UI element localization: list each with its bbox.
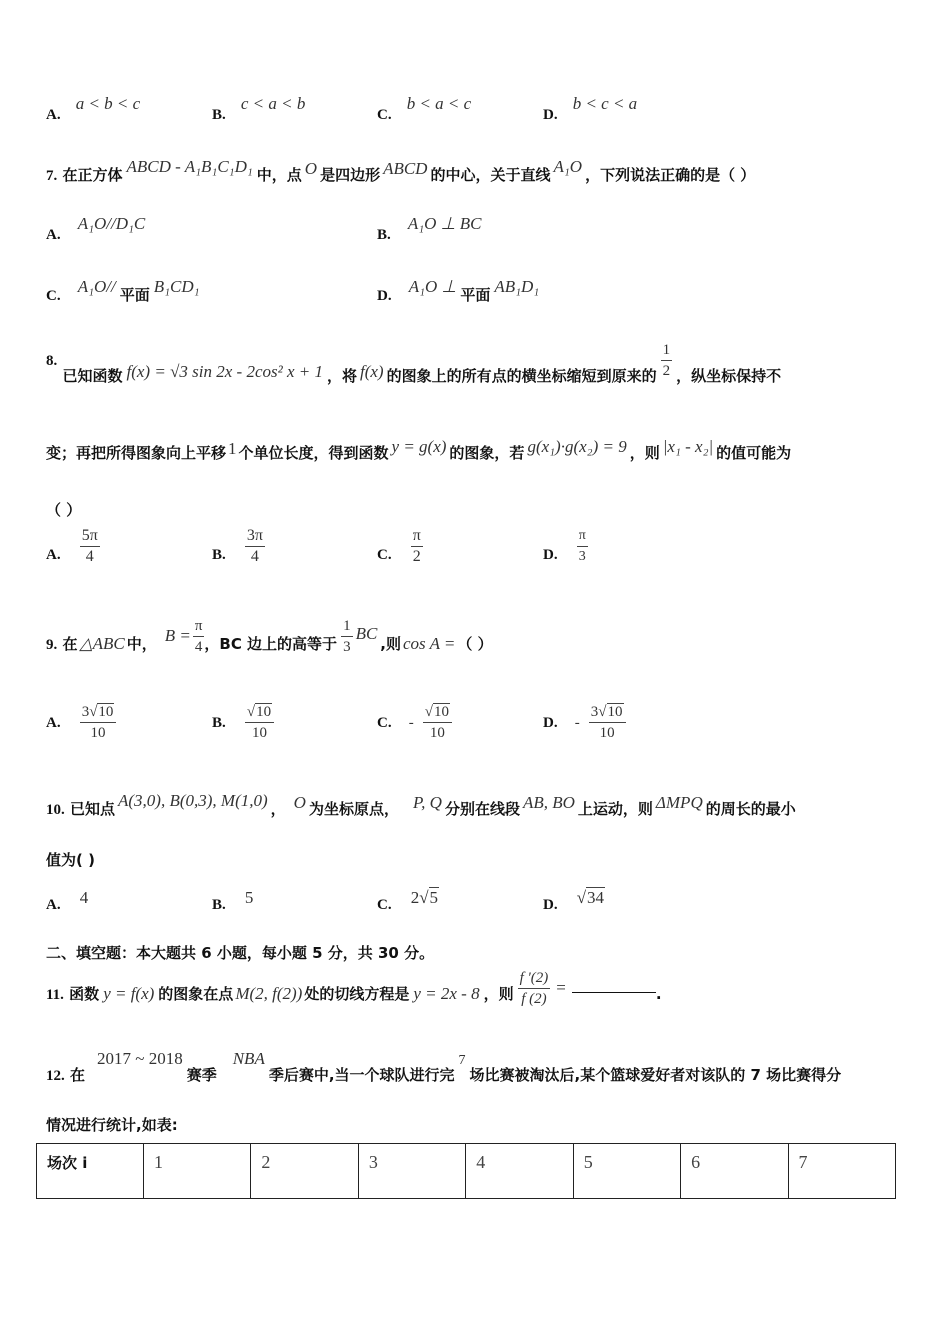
stem-text: 中，: [126, 635, 157, 653]
stem-text: 函数: [69, 985, 100, 1003]
stem-math: y = 2x - 8: [413, 984, 480, 1003]
coef: 3: [81, 704, 90, 720]
stem-text: ，纵坐标保持不: [676, 367, 782, 385]
coef: 2: [410, 888, 420, 907]
stem-math: 1: [228, 439, 237, 458]
stem-text: 的图象在点: [158, 985, 234, 1003]
table-cell: 2: [251, 1144, 358, 1199]
stem-text: 场比赛被淘汰后,某个篮球爱好者对该队的 7 场比赛得分: [469, 1066, 842, 1084]
q9-option-d: [543, 702, 626, 743]
stem-text: ，将: [326, 367, 357, 385]
stem-text: 个单位长度，得到函数: [238, 444, 389, 462]
option-label: D.: [377, 288, 392, 304]
q8-option-d: [543, 528, 588, 575]
option-label: D.: [543, 107, 558, 123]
frac-num: √10: [245, 702, 274, 723]
option-text: 平面: [460, 286, 491, 304]
stem-math: 7: [458, 1053, 466, 1068]
fraction: [577, 526, 588, 567]
fraction: [193, 616, 205, 657]
stem-math: M(2, f(2)): [235, 984, 303, 1003]
sign: -: [408, 715, 414, 731]
frac-den: 4: [250, 548, 259, 565]
question-10-stem-line2: 值为( ): [46, 851, 95, 869]
stem-math: B =: [164, 626, 191, 645]
stem-text: .: [655, 985, 662, 1003]
stem-math: y = g(x): [391, 437, 447, 456]
q7-option-c: [46, 277, 200, 305]
sign: -: [574, 715, 580, 731]
radicand: 34: [587, 888, 605, 907]
table-cell: 5: [573, 1144, 680, 1199]
stem-text: （ ）: [457, 635, 493, 653]
stem-text: 在: [62, 635, 78, 653]
stem-math: A₁O: [553, 157, 583, 176]
frac-den: 10: [251, 725, 267, 741]
question-12-stem: [46, 1048, 842, 1084]
radicand: 10: [98, 704, 114, 720]
stem-math: ABCD: [383, 159, 428, 178]
stem-math: g(x₁)·g(x₂) = 9: [527, 437, 627, 456]
stem-text: 处的切线方程是: [304, 985, 410, 1003]
option-math: A₁O//: [77, 277, 116, 296]
option-label: C.: [46, 288, 61, 304]
stem-text: 的周长的最小: [705, 800, 796, 818]
option-label: B.: [377, 227, 391, 243]
stem-math: f(x): [359, 362, 384, 381]
fraction: [245, 702, 274, 743]
stem-text: 的中心，关于直线: [430, 166, 551, 184]
stem-math: A(3,0), B(0,3), M(1,0): [118, 791, 268, 810]
fraction: [80, 702, 117, 743]
stem-text: ,则: [380, 635, 401, 653]
option-math: c < a < b: [240, 94, 306, 113]
stem-text: ，下列说法正确的是（ ）: [585, 166, 756, 184]
frac-num: π: [411, 526, 423, 547]
option-value: 5: [244, 888, 254, 907]
stem-math: AB, BO: [522, 793, 575, 812]
stem-math: y = f(x): [103, 984, 155, 1003]
q7-option-a: [46, 214, 146, 244]
q7-option-b: [377, 214, 482, 244]
q6-option-a: [46, 94, 141, 124]
question-number: 7.: [46, 168, 58, 184]
q8-option-b: [212, 527, 265, 575]
stem-text: 已知点: [69, 800, 115, 818]
stem-text: 在: [69, 1066, 85, 1084]
option-label: C.: [377, 897, 392, 913]
frac-num: f '(2): [518, 968, 551, 989]
stem-math: |x₁ - x₂|: [662, 437, 714, 456]
option-math: b < a < c: [406, 94, 472, 113]
radicand: 10: [256, 704, 272, 720]
q10-option-b: [212, 888, 254, 914]
stem-text: 已知函数: [62, 367, 123, 385]
frac-den: 4: [194, 639, 203, 655]
q10-option-d: [543, 888, 605, 914]
score-table: [36, 1143, 896, 1199]
stem-text: 为坐标原点，: [308, 800, 399, 818]
stem-math: O: [304, 159, 318, 178]
option-label: D.: [543, 547, 558, 563]
table-cell: 3: [358, 1144, 465, 1199]
stem-math: O: [293, 793, 306, 812]
q6-option-b: [212, 94, 306, 124]
table-row: [37, 1144, 896, 1199]
fraction: [341, 616, 353, 657]
answer-blank[interactable]: [572, 992, 656, 993]
stem-math: △ABC: [79, 634, 125, 653]
frac-num: 1: [661, 340, 673, 361]
option-math: AB₁D₁: [494, 277, 540, 296]
question-number: 8.: [46, 353, 58, 369]
q9-option-b: [212, 702, 274, 743]
table-cell: 6: [681, 1144, 788, 1199]
frac-num: 5π: [80, 526, 100, 547]
stem-text: 变；再把所得图象向上平移: [46, 444, 227, 462]
stem-text: 分别在线段: [444, 800, 520, 818]
stem-math: P, Q: [412, 793, 442, 812]
q10-option-a: [46, 888, 89, 914]
question-12-stem-line2: 情况进行统计,如表:: [46, 1116, 178, 1134]
frac-den: 2: [662, 363, 671, 379]
option-label: C.: [377, 547, 392, 563]
q10-option-c: [377, 888, 439, 914]
stem-math: f(x) = √3 sin 2x - 2cos² x + 1: [126, 362, 323, 381]
table-cell: 1: [144, 1144, 251, 1199]
stem-text: 的图象上的所有点的横坐标缩短到原来的: [386, 367, 657, 385]
option-math: a < b < c: [75, 94, 141, 113]
frac-num: π: [577, 526, 588, 547]
fraction: [80, 526, 100, 567]
option-label: C.: [377, 715, 392, 731]
question-10-stem: [46, 791, 796, 819]
frac-den: 3: [578, 549, 586, 564]
question-number: 10.: [46, 802, 65, 818]
stem-math: ΔMPQ: [655, 793, 703, 812]
option-label: D.: [543, 715, 558, 731]
question-number: 9.: [46, 637, 58, 653]
fraction: [518, 968, 551, 1009]
option-label: A.: [46, 715, 61, 731]
radicand: 5: [429, 888, 439, 907]
equals-sign: =: [556, 978, 566, 997]
stem-text: ，则: [629, 444, 660, 462]
stem-text: 中，点: [256, 166, 302, 184]
frac-den: 4: [85, 548, 94, 565]
q9-option-c: [377, 702, 452, 743]
stem-text: ，BC 边上的高等于: [204, 635, 338, 653]
option-label: B.: [212, 715, 226, 731]
option-math: b < c < a: [572, 94, 638, 113]
option-label: C.: [377, 107, 392, 123]
stem-text: 是四边形: [320, 166, 381, 184]
frac-num: 1: [341, 616, 353, 637]
stem-text: ，: [270, 800, 286, 818]
stem-math: cos A =: [403, 634, 456, 653]
option-label: B.: [212, 897, 226, 913]
radicand: 10: [434, 704, 450, 720]
option-label: A.: [46, 547, 61, 563]
fraction: [589, 702, 626, 743]
frac-num: π: [193, 616, 205, 637]
option-math: A₁O//D₁C: [77, 214, 146, 233]
table-cell: 7: [788, 1144, 895, 1199]
q6-option-c: [377, 94, 472, 124]
q8-option-a: [46, 527, 100, 575]
option-label: B.: [212, 547, 226, 563]
frac-num: 3√10: [80, 702, 117, 723]
option-value: 4: [79, 888, 89, 907]
question-11-stem: [46, 968, 662, 1009]
frac-den: 10: [599, 725, 615, 741]
frac-num: √10: [423, 702, 452, 723]
frac-den: 3: [343, 639, 351, 655]
q7-option-d: [377, 277, 540, 305]
stem-math: 2017 ~ 2018: [97, 1049, 183, 1068]
coef: 3: [590, 704, 599, 720]
question-9-stem: [46, 620, 493, 661]
q6-option-d: [543, 94, 638, 124]
stem-math: BC: [355, 624, 378, 643]
fraction: [245, 526, 265, 567]
fraction: [411, 526, 423, 567]
option-value: 2√5: [410, 888, 439, 907]
question-8-stem-line1: [46, 340, 782, 385]
stem-text: ，则: [483, 985, 514, 1003]
frac-den: 2: [412, 548, 421, 565]
q9-option-a: [46, 702, 116, 743]
option-label: A.: [46, 227, 61, 243]
stem-text: 季后赛中,当一个球队进行完: [268, 1066, 455, 1084]
frac-den: 10: [429, 725, 445, 741]
option-math: A₁O ⊥ BC: [407, 214, 482, 233]
section-heading: 二、填空题：本大题共 6 小题，每小题 5 分，共 30 分。: [46, 944, 435, 962]
option-label: A.: [46, 897, 61, 913]
stem-text: 的图象，若: [449, 444, 525, 462]
option-value: √34: [576, 888, 605, 907]
fraction: [661, 340, 673, 381]
stem-math: NBA: [232, 1049, 265, 1068]
stem-text: 在正方体: [62, 166, 123, 184]
table-cell: 4: [466, 1144, 573, 1199]
option-math: A₁O ⊥: [408, 277, 457, 296]
option-label: B.: [212, 107, 226, 123]
frac-num: 3π: [245, 526, 265, 547]
option-math: B₁CD₁: [153, 277, 200, 296]
option-text: 平面: [119, 286, 150, 304]
q8-option-c: [377, 527, 423, 575]
question-number: 12.: [46, 1068, 65, 1084]
question-number: 11.: [46, 987, 64, 1003]
frac-den: f (2): [521, 991, 547, 1007]
stem-text: 上运动，则: [577, 800, 653, 818]
stem-math: ABCD - A₁B₁C₁D₁: [126, 157, 253, 176]
option-label: D.: [543, 897, 558, 913]
frac-num: 3√10: [589, 702, 626, 723]
stem-text: 的值可能为: [716, 444, 792, 462]
option-label: A.: [46, 107, 61, 123]
frac-den: 10: [90, 725, 106, 741]
question-8-stem-line2: [46, 437, 792, 463]
radicand: 10: [607, 704, 623, 720]
question-8-paren: （ ）: [46, 501, 82, 519]
table-header-cell: 场次 i: [37, 1144, 144, 1199]
question-7-stem: [46, 157, 756, 185]
fraction: [423, 702, 452, 743]
stem-text: 赛季: [186, 1066, 217, 1084]
